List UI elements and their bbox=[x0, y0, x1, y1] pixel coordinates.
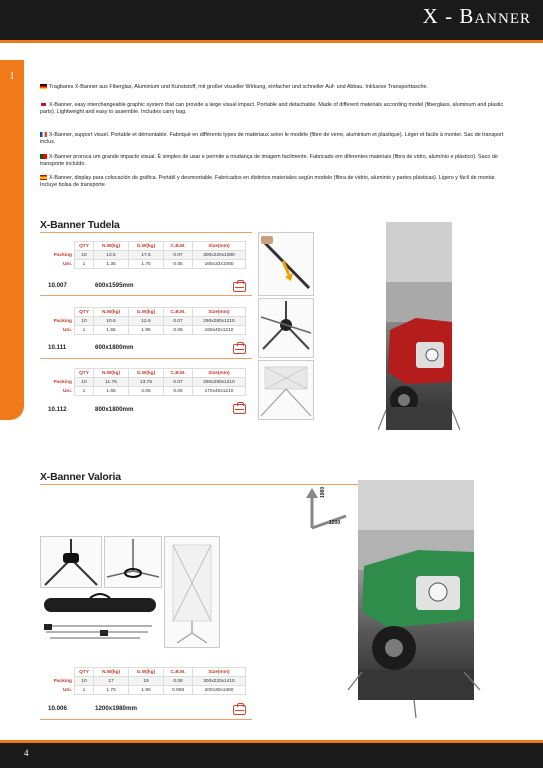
intro-es bbox=[40, 175, 510, 188]
page-number: 4 bbox=[24, 748, 29, 758]
banner-joint-icon bbox=[259, 299, 313, 357]
tudela-top-detail-image bbox=[258, 232, 314, 296]
intro-fr-text: X-Banner, support visuel. Portable et démontable. Fabriqué en différents types de matériaux selon le modèle (fibre de verre, aluminium et plastique). Léger et facile à monter. Sac de transport inclus. bbox=[40, 132, 504, 145]
x-stand-icon bbox=[259, 361, 313, 419]
tudela-stand-image bbox=[258, 360, 314, 420]
page-footer bbox=[0, 743, 543, 768]
spec-table-10-007: QTY N.W(kg) G.W(kg) C.B.M. Size(mm) Packing 10 13.5 17.5 0.07 300x220x1080 Uni. 1 1.35 1.75 0.05 165x33x1080 bbox=[44, 241, 246, 269]
dimension-height: 1980 bbox=[320, 486, 326, 498]
tudela-title: X-Banner Tudela bbox=[40, 219, 120, 231]
intro-en-text: X-Banner, easy interchangeable graphic system that can provide a large visual impact. Portable and detachable. Made of different materials according model (fiberglass, aluminum and plastic parts). Lightweight and easy to assemble. Includes carry bag. bbox=[40, 102, 504, 115]
carry-bag-icon bbox=[40, 592, 160, 646]
carry-bag-icon bbox=[233, 404, 246, 414]
valoria-stand-image bbox=[164, 536, 220, 648]
intro-de bbox=[40, 84, 510, 91]
intro-fr bbox=[40, 132, 510, 145]
carry-bag-icon bbox=[233, 705, 246, 715]
product-size: 600x1595mm bbox=[95, 282, 134, 289]
header-accent-line bbox=[0, 40, 543, 43]
valoria-banner-photo bbox=[358, 480, 474, 700]
carry-bag-icon bbox=[233, 344, 246, 354]
flag-es-icon bbox=[40, 175, 47, 180]
valoria-joint-image bbox=[40, 536, 102, 588]
intro-de-text: Tragbares X-Banner aus Fiberglas, Aluminium und Kunststoff, mit großer visueller Wirkung, einfacher und schneller Auf- und Abbau. Inklusive Transporttasche. bbox=[49, 84, 429, 90]
banner-joint-icon bbox=[41, 537, 101, 587]
page-title: X - Banner bbox=[422, 4, 531, 28]
product-code: 10.111 bbox=[48, 344, 67, 351]
product-code: 10.006 bbox=[48, 705, 67, 712]
intro-es-text: X-Banner, display para colocación de gráfica. Portátil y desmontable. Fabricados en distintos materiales según modelo (fibra de vidrio, aluminio y partes plásticas). Ligero y fácil de montar. Incluye bolsa de transporte. bbox=[40, 175, 497, 188]
tudela-joint-detail-image bbox=[258, 298, 314, 358]
red-truck-illustration bbox=[386, 222, 452, 430]
green-truck-illustration bbox=[358, 480, 474, 700]
banner-base-icon bbox=[105, 537, 161, 587]
spec-table-10-112: QTY N.W(kg) G.W(kg) C.B.M. Size(mm) Packing 10 11.75 13.75 0.07 290x290x1210 Uni. 1 1.65 2.05 0.06 170x40x1210 bbox=[44, 368, 246, 396]
spec-table-10-006: QTY N.W(kg) G.W(kg) C.B.M. Size(mm) Packing 10 17 19 0.08 300x220x1410 Uni. 1 1.70 1.90 0.008 200x30x1360 bbox=[44, 667, 246, 695]
row-divider bbox=[40, 719, 252, 720]
flag-de-icon bbox=[40, 84, 47, 89]
row-divider bbox=[40, 295, 252, 296]
flag-uk-icon bbox=[40, 102, 47, 107]
product-size: 800x1800mm bbox=[95, 406, 134, 413]
section-tab bbox=[0, 60, 24, 420]
banner-top-rod-icon bbox=[259, 233, 313, 295]
section-tab-number: 1 bbox=[9, 70, 15, 82]
flag-pt-icon bbox=[40, 154, 47, 159]
valoria-bag-image bbox=[40, 592, 160, 646]
x-stand-icon bbox=[165, 537, 219, 647]
carry-bag-icon bbox=[233, 282, 246, 292]
product-size: 1200x1980mm bbox=[95, 705, 137, 712]
tudela-stand-legs-icon bbox=[378, 410, 460, 432]
product-code: 10.112 bbox=[48, 406, 67, 413]
tudela-title-line bbox=[40, 232, 252, 233]
row-divider bbox=[40, 358, 252, 359]
valoria-base-image bbox=[104, 536, 162, 588]
flag-fr-icon bbox=[40, 132, 47, 137]
tudela-banner-photo bbox=[386, 222, 452, 430]
valoria-stand-legs-icon bbox=[344, 672, 484, 722]
intro-en bbox=[40, 102, 510, 115]
product-code: 10.007 bbox=[48, 282, 67, 289]
intro-pt bbox=[40, 154, 510, 167]
intro-pt-text: X-Banner proroca um grande impacto visual. É simples de usar e permite a mudança de imagem facilmente. Fabricado em diferentes materiais (fibra de vidro, alumínio e plástico). Saco de transporte incluído. bbox=[40, 154, 498, 167]
valoria-title: X-Banner Valoria bbox=[40, 471, 121, 483]
dimension-width: 1200 bbox=[329, 520, 341, 526]
product-size: 600x1800mm bbox=[95, 344, 134, 351]
spec-table-10-111: QTY N.W(kg) G.W(kg) C.B.M. Size(mm) Packing 10 10.6 12.6 0.07 290x280x1210 Uni. 1 1.55 1.95 0.06 160x40x1210 bbox=[44, 307, 246, 335]
